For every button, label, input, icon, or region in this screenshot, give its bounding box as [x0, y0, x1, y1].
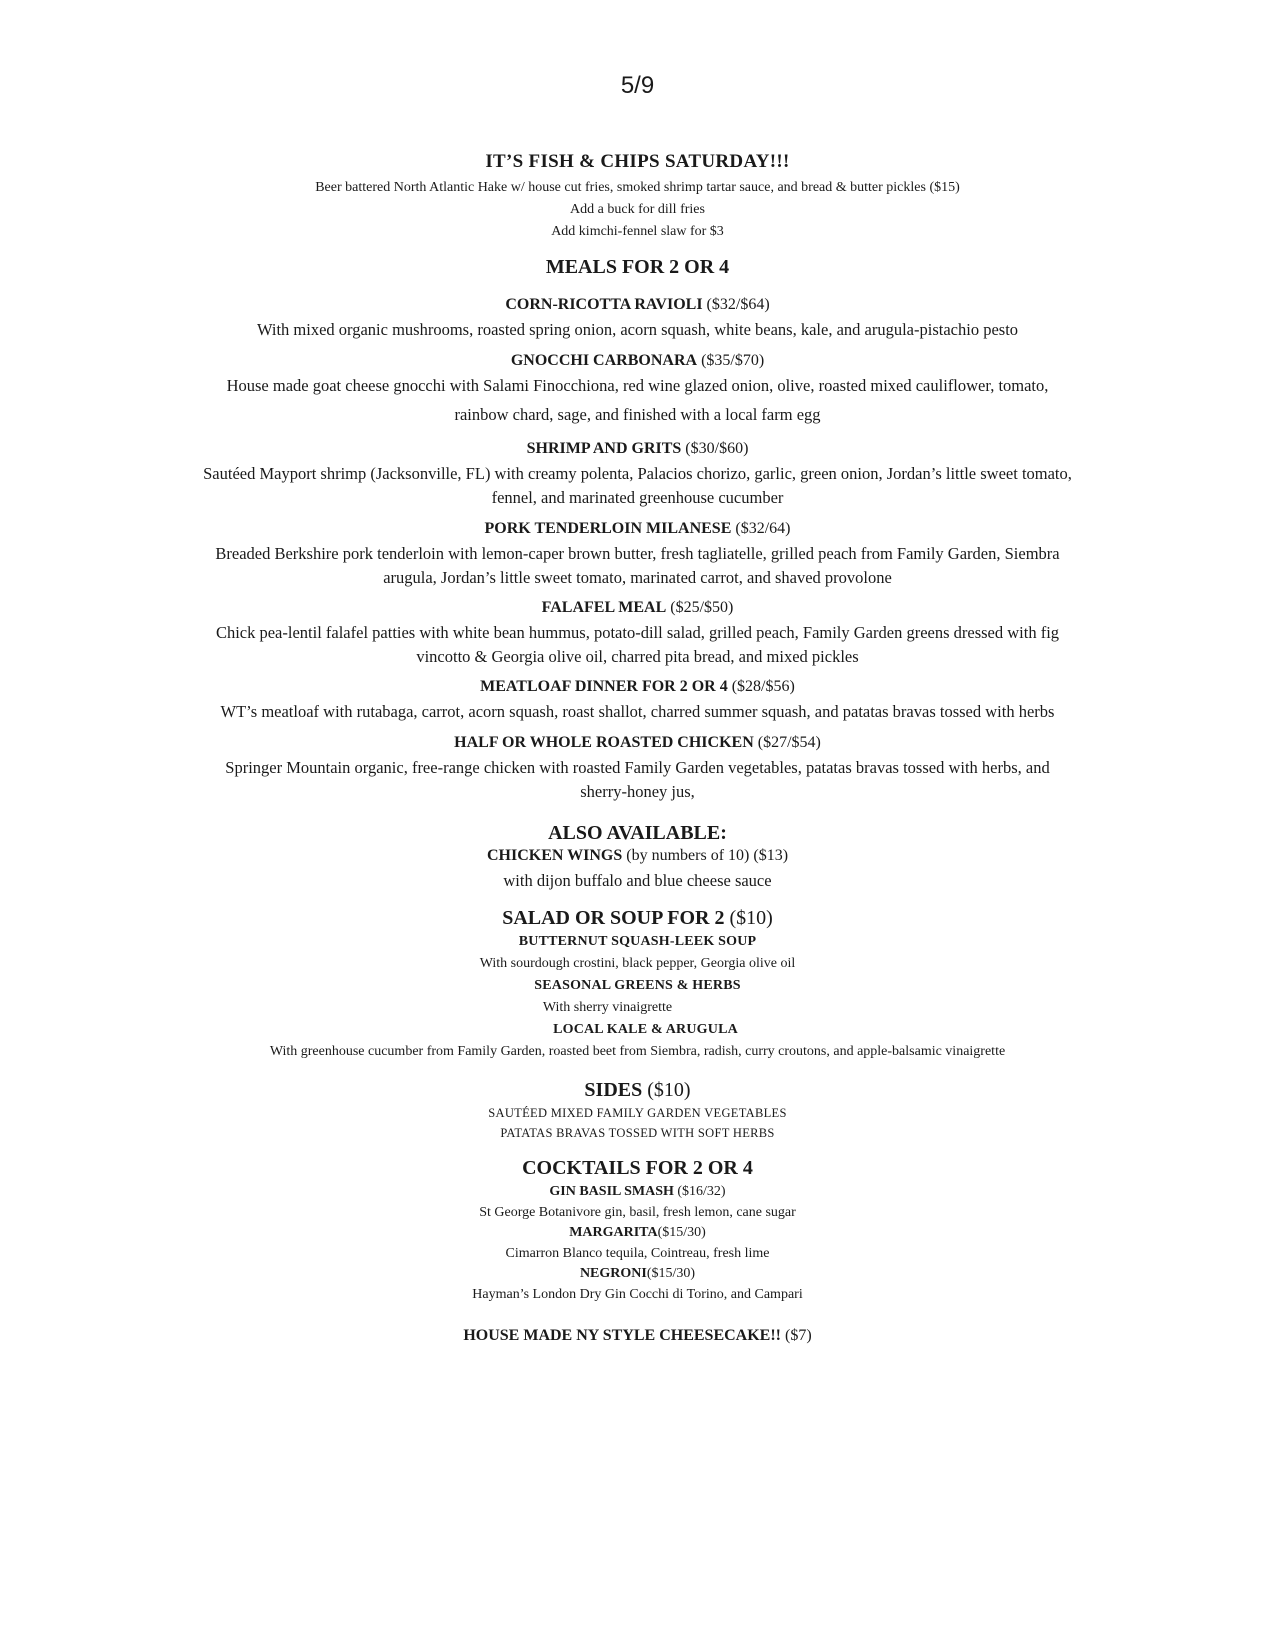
cocktail-item [0, 1225, 1275, 1241]
side-item: PATATAS BRAVAS TOSSED WITH SOFT HERBS [500, 1126, 775, 1140]
cocktail-price: ($16/32) [677, 1184, 726, 1199]
fish-chips-addon-slaw: Add kimchi-fennel slaw for $3 [551, 224, 724, 239]
item-note: (by numbers of 10) [626, 847, 750, 864]
meal-desc: Breaded Berkshire pork tenderloin with lemon-caper brown butter, fresh tagliatelle, grilled peach from Family Garden, Siembra [215, 544, 1060, 563]
meal-desc: arugula, Jordan’s little sweet tomato, marinated carrot, and shaved provolone [383, 568, 892, 587]
salad-item-desc: With sourdough crostini, black pepper, Georgia olive oil [479, 956, 796, 971]
meal-desc: sherry-honey jus, [580, 782, 695, 801]
chicken-wings-item [0, 847, 1275, 865]
meal-desc: WT’s meatloaf with rutabaga, carrot, acorn squash, roast shallot, charred summer squash, and patatas bravas tossed with herbs [220, 702, 1055, 721]
dessert-price: ($7) [785, 1327, 812, 1344]
meal-name: CORN-RICOTTA RAVIOLI [505, 296, 703, 313]
cocktail-desc: Hayman’s London Dry Gin Cocchi di Torino, and Campari [472, 1287, 803, 1302]
meal-shrimp-grits [0, 440, 1275, 458]
cocktails-title: COCKTAILS FOR 2 OR 4 [522, 1157, 753, 1179]
dessert-name: HOUSE MADE NY STYLE CHEESECAKE!! [463, 1327, 782, 1344]
section-name: SALAD OR SOUP FOR 2 [502, 907, 725, 929]
meal-price: ($32/$64) [706, 296, 770, 313]
side-item: SAUTÉED MIXED FAMILY GARDEN VEGETABLES [488, 1106, 787, 1120]
fish-chips-title: IT’S FISH & CHIPS SATURDAY!!! [485, 151, 790, 172]
salad-item-desc: With greenhouse cucumber from Family Garden, roasted beet from Siembra, radish, curry croutons, and apple-balsamic vinaigrette [269, 1044, 1006, 1059]
cocktail-name: NEGRONI [579, 1266, 647, 1281]
meal-desc: fennel, and marinated greenhouse cucumber [491, 488, 784, 507]
meal-name: FALAFEL MEAL [541, 599, 667, 616]
meal-pork-milanese [0, 520, 1275, 538]
meal-desc: rainbow chard, sage, and finished with a local farm egg [454, 405, 821, 424]
salad-item-desc: With sherry vinaigrette [542, 1000, 673, 1015]
meal-desc: With mixed organic mushrooms, roasted spring onion, acorn squash, white beans, kale, and arugula-pistachio pesto [256, 320, 1019, 339]
meal-name: PORK TENDERLOIN MILANESE [484, 520, 732, 537]
meal-desc: Chick pea-lentil falafel patties with white bean hummus, potato-dill salad, grilled peach, Family Garden greens dressed with fig [215, 623, 1060, 642]
meal-roasted-chicken [0, 734, 1275, 752]
meal-ravioli [0, 296, 1275, 314]
fish-chips-addon-dill: Add a buck for dill fries [570, 202, 705, 217]
item-name: CHICKEN WINGS [486, 847, 623, 864]
section-price: ($10) [729, 907, 773, 929]
meal-price: ($28/$56) [731, 678, 795, 695]
chicken-wings-desc: with dijon buffalo and blue cheese sauce [503, 871, 772, 890]
meal-desc: Sautéed Mayport shrimp (Jacksonville, FL) with creamy polenta, Palacios chorizo, garlic, green onion, Jordan’s little sweet tomato, [203, 464, 1072, 483]
cocktail-item [0, 1184, 1275, 1200]
sides-title [0, 1079, 1275, 1102]
meal-price: ($27/$54) [757, 734, 821, 751]
meal-desc: vincotto & Georgia olive oil, charred pita bread, and mixed pickles [416, 647, 859, 666]
dessert-item [0, 1327, 1275, 1345]
meal-desc: House made goat cheese gnocchi with Salami Finocchiona, red wine glazed onion, olive, roasted mixed cauliflower, tomato, [226, 376, 1049, 395]
meal-price: ($35/$70) [701, 352, 765, 369]
meal-name: MEATLOAF DINNER FOR 2 OR 4 [480, 678, 728, 695]
item-price: ($13) [753, 847, 789, 864]
salad-soup-title [0, 907, 1275, 930]
meal-gnocchi [0, 352, 1275, 370]
meal-name: HALF OR WHOLE ROASTED CHICKEN [454, 734, 754, 751]
section-price: ($10) [647, 1079, 691, 1101]
meal-price: ($25/$50) [670, 599, 734, 616]
meal-price: ($30/$60) [685, 440, 749, 457]
cocktail-desc: Cimarron Blanco tequila, Cointreau, fresh lime [505, 1246, 770, 1261]
also-available-title: ALSO AVAILABLE: [548, 822, 727, 844]
cocktail-name: GIN BASIL SMASH [549, 1184, 674, 1199]
meal-falafel [0, 599, 1275, 617]
menu-date: 5/9 [620, 72, 655, 99]
salad-item-name: SEASONAL GREENS & HERBS [534, 978, 741, 993]
cocktail-price: ($15/30) [646, 1266, 696, 1281]
cocktail-name: MARGARITA [569, 1225, 658, 1240]
cocktail-price: ($15/30) [657, 1225, 706, 1240]
fish-chips-desc: Beer battered North Atlantic Hake w/ house cut fries, smoked shrimp tartar sauce, and bread & butter pickles ($15) [315, 180, 960, 195]
meals-title: MEALS FOR 2 OR 4 [545, 256, 730, 278]
meal-meatloaf [0, 678, 1275, 696]
meal-name: GNOCCHI CARBONARA [510, 352, 698, 369]
salad-item-name: LOCAL KALE & ARUGULA [553, 1022, 738, 1037]
meal-name: SHRIMP AND GRITS [526, 440, 682, 457]
section-name: SIDES [584, 1079, 643, 1101]
salad-item-name: BUTTERNUT SQUASH-LEEK SOUP [518, 934, 757, 949]
meal-price: ($32/64) [735, 520, 791, 537]
cocktail-item [0, 1266, 1275, 1282]
meal-desc: Springer Mountain organic, free-range chicken with roasted Family Garden vegetables, patatas bravas tossed with herbs, and [225, 758, 1050, 777]
cocktail-desc: St George Botanivore gin, basil, fresh lemon, cane sugar [479, 1205, 796, 1220]
